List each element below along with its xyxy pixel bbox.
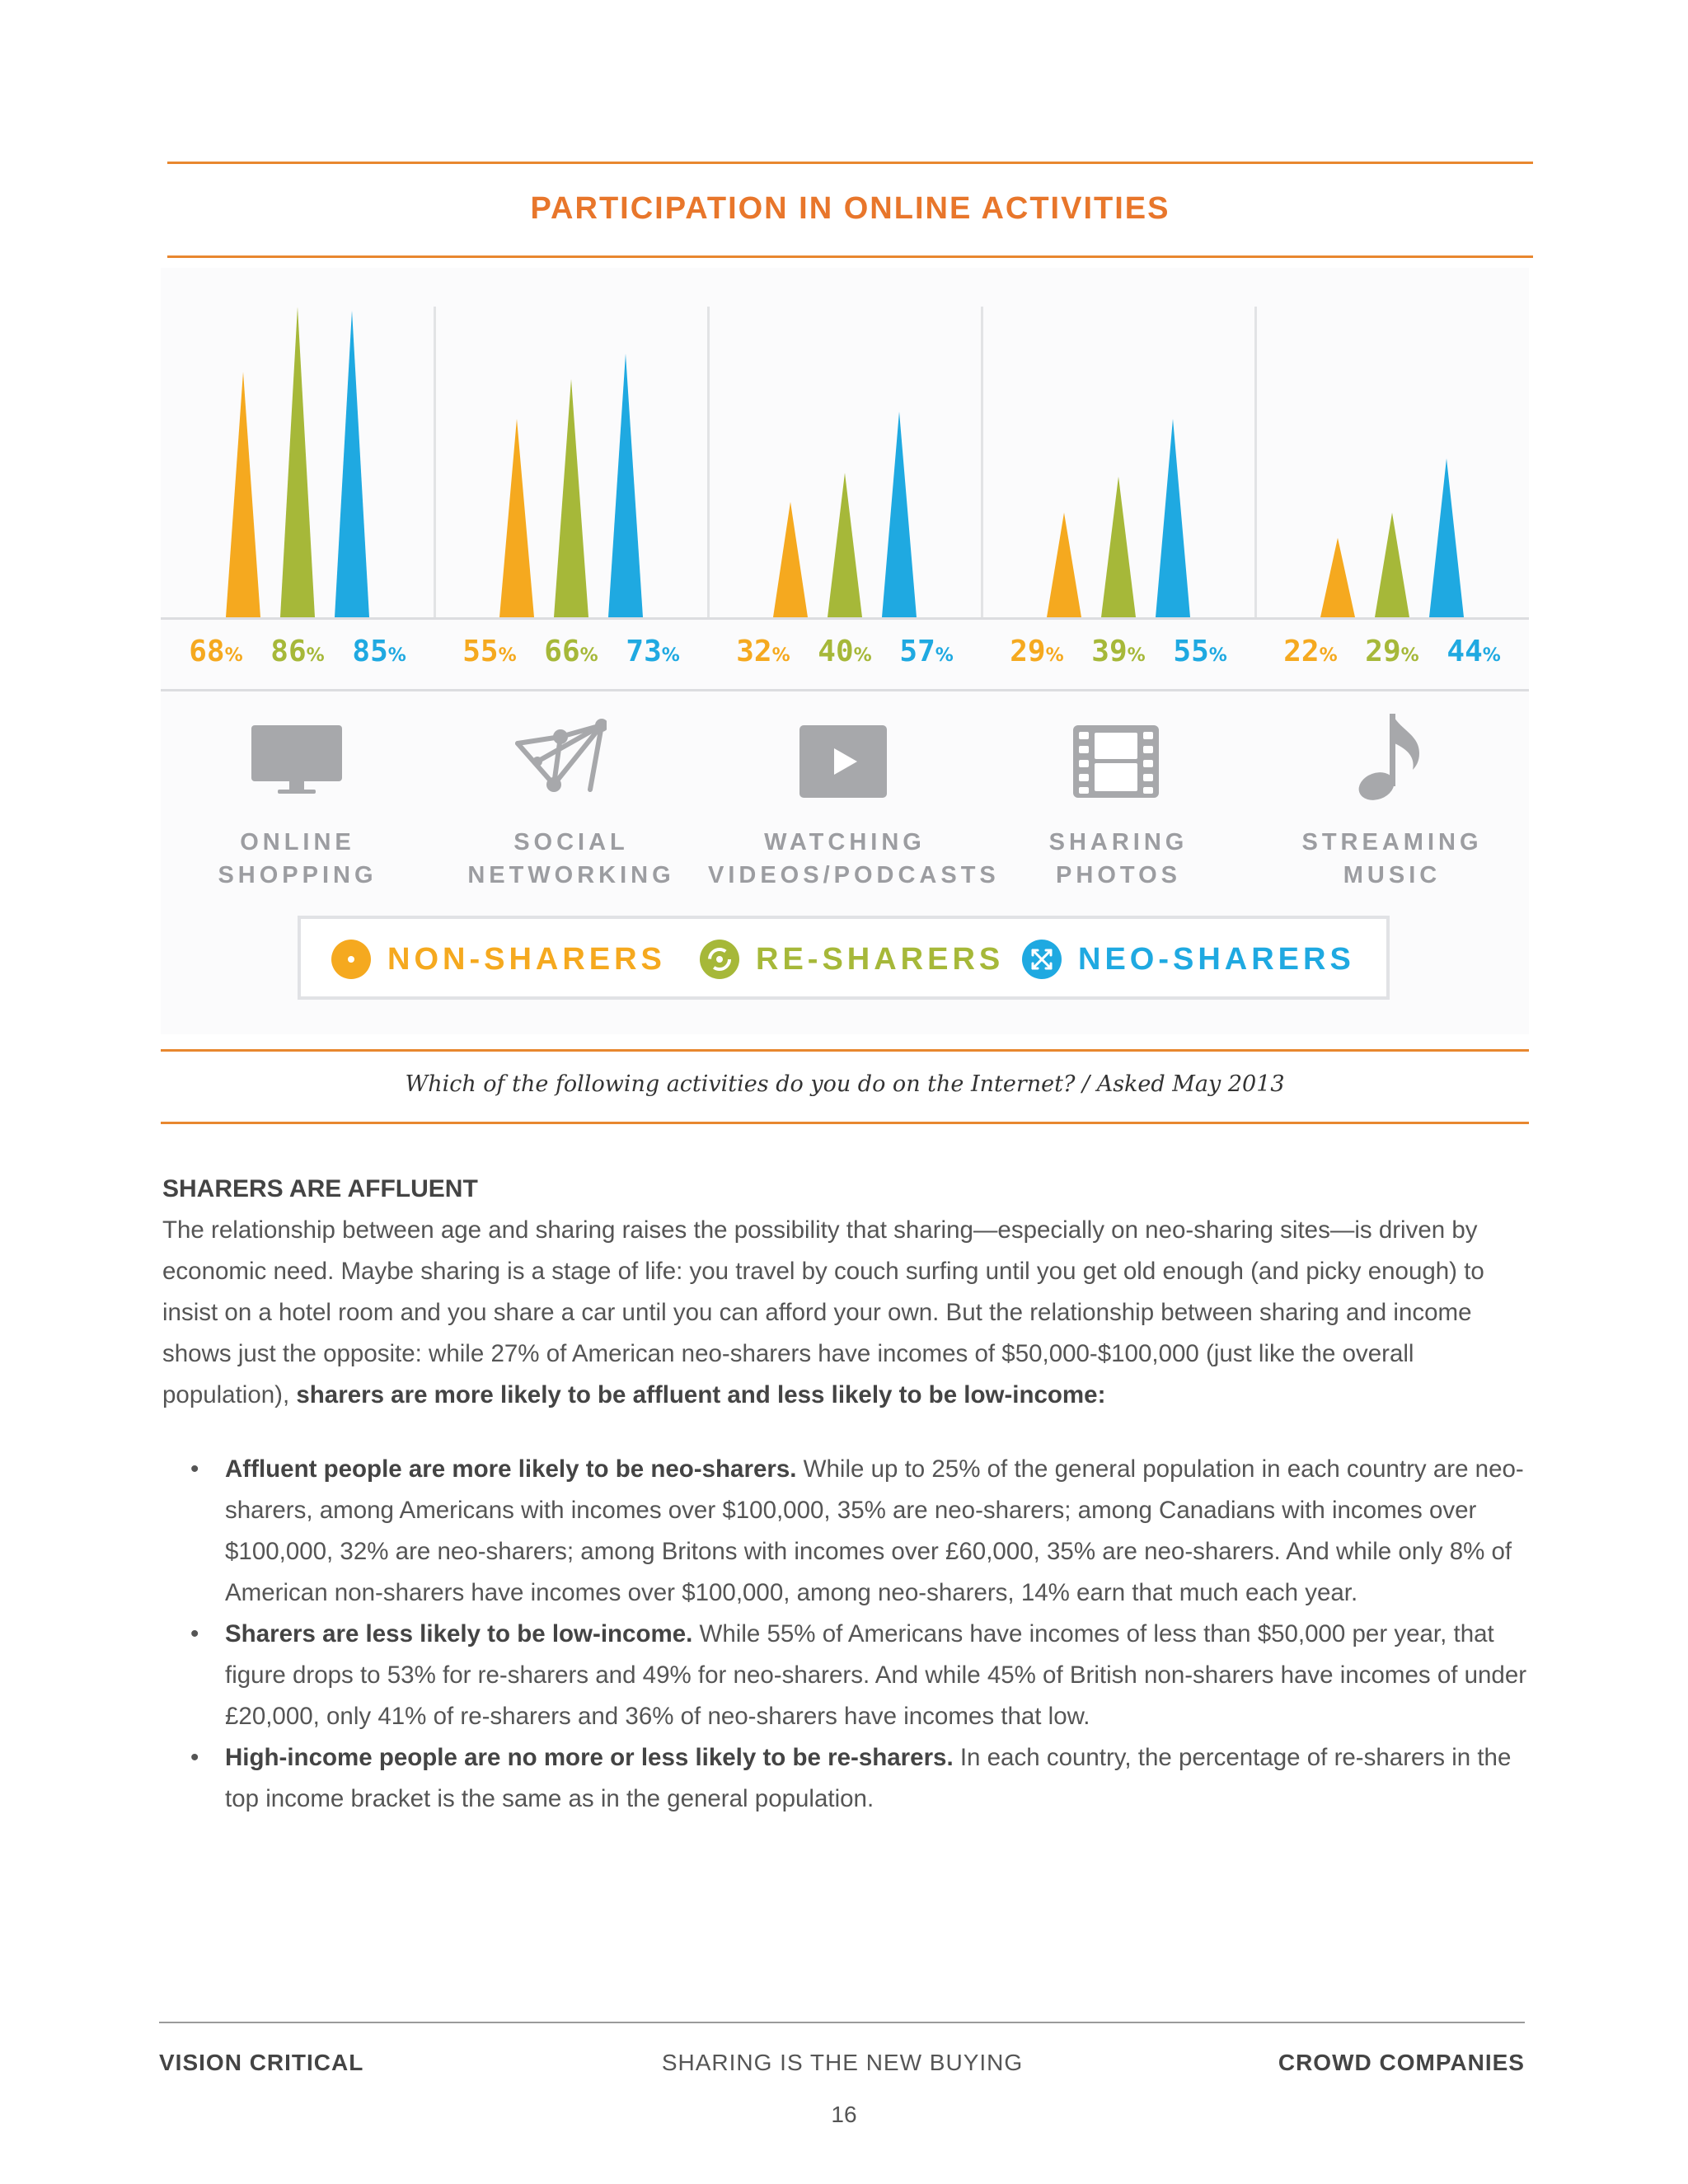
body-paragraph: [162, 1210, 1531, 1416]
bullet-list: [162, 1449, 1531, 1820]
data-label: 55%: [462, 635, 517, 668]
legend-label: NEO-SHARERS: [1078, 941, 1355, 977]
chart-caption: Which of the following activities do you do on the Internet? / Asked May 2013: [405, 1071, 1285, 1097]
data-label: 22%: [1283, 635, 1338, 668]
bar-non-sharers: [499, 419, 534, 617]
bar-non-sharers: [1320, 538, 1355, 617]
paragraph-text: The relationship between age and sharing raises the possibility that sharing—especially on neo-sharing sites—is driven by economic need. Maybe sharing is a stage of life: you travel by couch surfing until you get old enough (and picky enough) to insist on a hotel room and you share a car until you can afford your own. But the relationship between sharing and income shows just the opposite: while 27% of American neo-sharers have incomes of $50,000-$100,000 (just like the overall population),: [162, 1216, 1484, 1408]
bar-non-sharers: [773, 502, 808, 617]
data-label: 57%: [899, 635, 954, 668]
caption-top-rule: [161, 1049, 1529, 1052]
paragraph-bold: sharers are more likely to be affluent and less likely to be low-income:: [296, 1381, 1106, 1408]
legend-item-non-sharers: [331, 940, 666, 979]
data-label: 68%: [189, 635, 243, 668]
data-label: 32%: [736, 635, 790, 668]
data-label: 40%: [818, 635, 872, 668]
bullet-lead: Sharers are less likely to be low-income.: [225, 1620, 693, 1647]
footer-left: VISION CRITICAL: [159, 2050, 364, 2075]
legend-item-re-sharers: [700, 940, 1004, 979]
bullet-dot: •: [190, 1455, 199, 1483]
category-label-social-networking: SOCIAL NETWORKING: [467, 829, 675, 888]
footer-rule: [159, 2022, 1525, 2023]
re-sharers-cycle-icon: [700, 940, 739, 979]
bar-re-sharers: [828, 473, 862, 617]
legend-item-neo-sharers: [1022, 940, 1355, 979]
list-item: [162, 1449, 1531, 1614]
bar-non-sharers: [1047, 513, 1081, 617]
bar-re-sharers: [1375, 513, 1409, 617]
category-label-sharing-photos: SHARING PHOTOS: [1048, 829, 1189, 888]
data-label: 73%: [626, 635, 680, 668]
bullet-dot: •: [190, 1744, 199, 1771]
value-row-social-networking: [434, 635, 708, 668]
footer-center: SHARING IS THE NEW BUYING: [661, 2050, 1024, 2075]
category-label-watching-videos: WATCHING VIDEOS/PODCASTS: [708, 829, 1000, 888]
chart-baseline: [161, 617, 1529, 620]
bar-neo-sharers: [608, 354, 643, 617]
bullet-lead: Affluent people are more likely to be neo-sharers.: [225, 1455, 797, 1483]
value-row-online-shopping: [161, 635, 434, 668]
list-item: [162, 1614, 1531, 1737]
data-label: 66%: [544, 635, 598, 668]
data-label: 39%: [1091, 635, 1146, 668]
value-row-streaming-music: [1255, 635, 1529, 668]
section-heading: SHARERS ARE AFFLUENT: [162, 1175, 478, 1202]
data-label: 29%: [1365, 635, 1419, 668]
data-label: 29%: [1010, 635, 1064, 668]
bullet-dot: •: [190, 1620, 199, 1647]
bar-neo-sharers: [335, 311, 369, 617]
data-label: 44%: [1447, 635, 1501, 668]
legend-label: NON-SHARERS: [387, 941, 666, 977]
chart-title: PARTICIPATION IN ONLINE ACTIVITIES: [530, 191, 1170, 226]
neo-sharers-arrows-icon: [1022, 940, 1062, 979]
page-number: 16: [831, 2102, 857, 2127]
caption-bottom-rule: [161, 1122, 1529, 1124]
bar-chart-plot: [0, 0, 1688, 626]
monitor-icon: [248, 710, 347, 801]
data-label: 55%: [1173, 635, 1227, 668]
bar-non-sharers: [226, 372, 260, 617]
category-label-online-shopping: ONLINE SHOPPING: [218, 829, 377, 888]
bullet-text: In each country, the percentage of re-sharers in the top income bracket is the same as in the general population.: [225, 1744, 1512, 1812]
network-icon: [508, 710, 607, 801]
legend-label: RE-SHARERS: [756, 941, 1005, 977]
bullet-lead: High-income people are no more or less likely to be re-sharers.: [225, 1744, 954, 1771]
value-row-sharing-photos: [982, 635, 1255, 668]
film-strip-icon: [1068, 710, 1167, 801]
non-sharers-dot-icon: [331, 940, 371, 979]
bullet-text: While up to 25% of the general population in each country are neo-sharers, among Americans with incomes over $100,000, 35% are neo-sharers; among Canadians with incomes over $100,000, 32% are neo-sharers; among Britons with incomes over £60,000, 35% are neo-sharers. And while only 8% of American non-sharers have incomes over $100,000, among neo-sharers, 14% earn that much each year.: [225, 1455, 1524, 1606]
play-video-icon: [795, 710, 893, 801]
bar-neo-sharers: [1156, 419, 1190, 617]
bar-neo-sharers: [882, 411, 917, 617]
bar-re-sharers: [1101, 476, 1136, 617]
list-item: [162, 1737, 1531, 1820]
bar-re-sharers: [554, 379, 588, 617]
value-row-watching-videos: [708, 635, 982, 668]
data-label: 86%: [270, 635, 325, 668]
bullet-text: While 55% of Americans have incomes of less than $50,000 per year, that figure drops to 53% for re-sharers and 49% for neo-sharers. And while 45% of British non-sharers have incomes of under £20,000, only 41% of re-sharers and 36% of neo-sharers have incomes that low.: [225, 1620, 1527, 1730]
values-divider: [161, 689, 1529, 691]
category-label-streaming-music: STREAMING MUSIC: [1301, 829, 1483, 888]
data-label: 85%: [352, 635, 406, 668]
footer-right: CROWD COMPANIES: [1278, 2050, 1525, 2075]
bar-neo-sharers: [1429, 458, 1464, 617]
music-note-icon: [1337, 710, 1436, 801]
bar-re-sharers: [280, 307, 315, 617]
